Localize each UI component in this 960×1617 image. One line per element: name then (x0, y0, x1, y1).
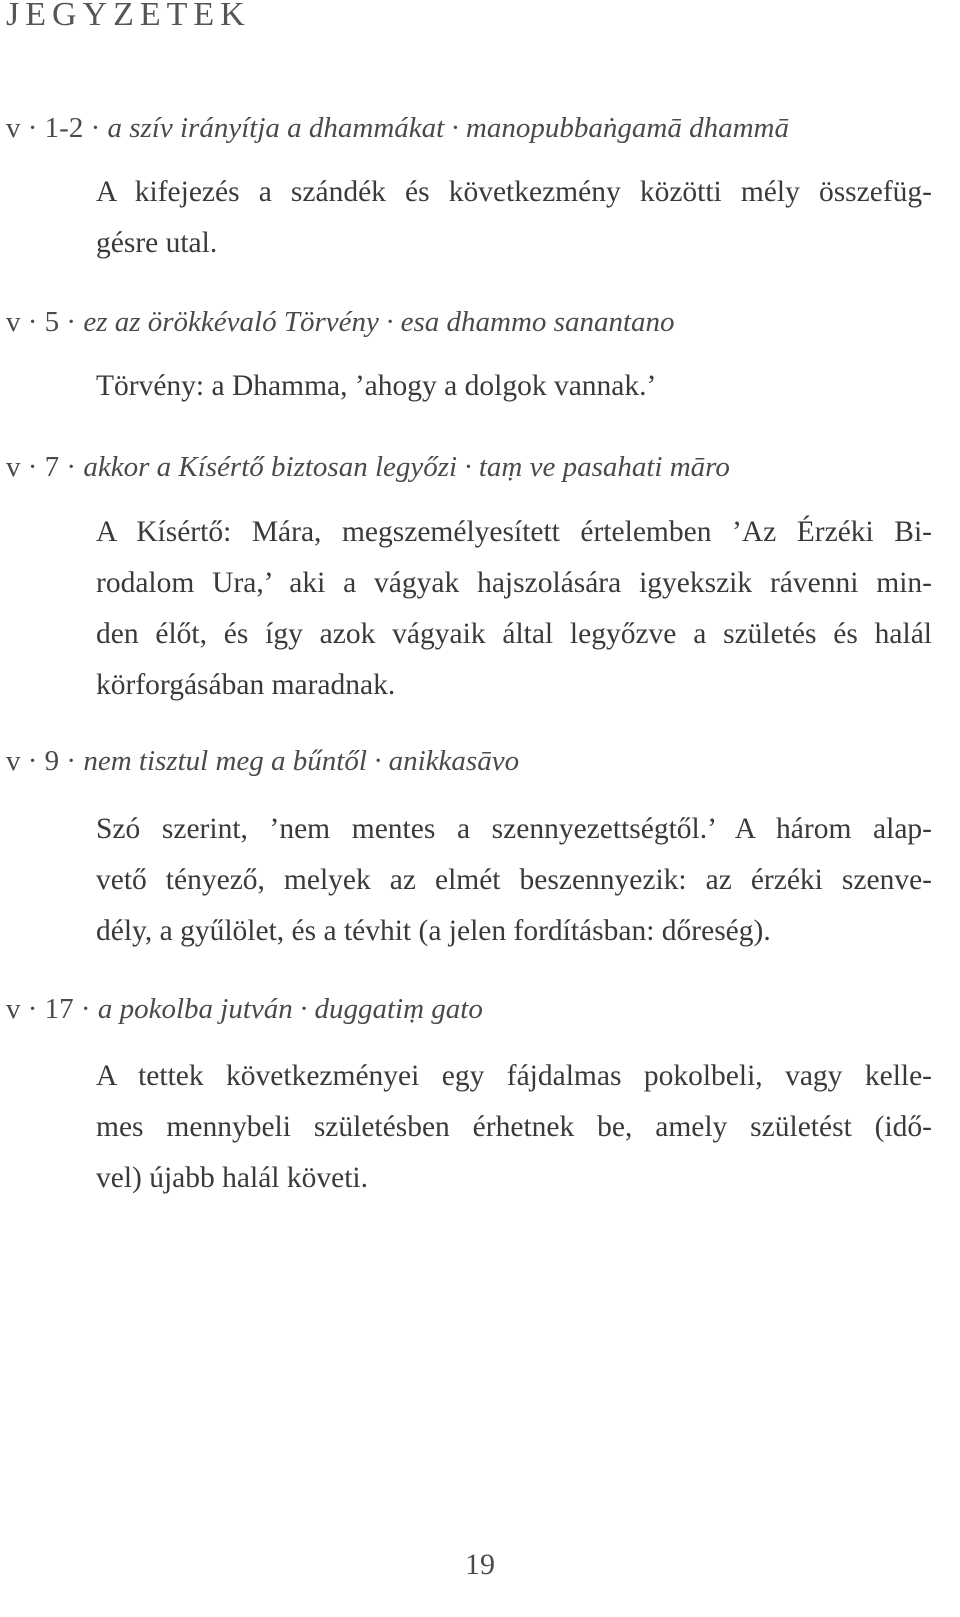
note-phrase: a pokolba jutván · duggatiṃ gato (97, 993, 483, 1025)
note-line: A Kísértő: Mára, megszemélyesített értelemben ’Az Érzéki Bi- (96, 516, 932, 548)
note-line: den élőt, és így azok vágyaik által legyőzve a születés és halál (96, 618, 932, 650)
note-line: gésre utal. (96, 227, 218, 259)
verse-number: v · 5 · (6, 306, 84, 338)
note-line: A kifejezés a szándék és következmény közötti mély összefüg- (96, 176, 932, 208)
verse-number: v · 7 · (6, 451, 84, 483)
note-reference (6, 745, 519, 778)
section-heading: JEGYZETEK (6, 0, 251, 33)
note-line: körforgásában maradnak. (96, 669, 396, 701)
note-line: rodalom Ura,’ aki a vágyak hajszolására igyekszik rávenni min- (96, 567, 932, 599)
note-line: A tettek következményei egy fájdalmas pokolbeli, vagy kelle- (96, 1060, 932, 1092)
note-phrase: nem tisztul meg a bűntől · anikkasāvo (83, 745, 520, 777)
note-reference (6, 451, 730, 484)
note-line: mes mennybeli születésben érhetnek be, amely születést (idő- (96, 1111, 932, 1143)
note-line: Szó szerint, ’nem mentes a szennyezettségtől.’ A három alap- (96, 813, 932, 845)
note-reference (6, 993, 483, 1026)
verse-number: v · 1-2 · (6, 112, 108, 144)
note-phrase: ez az örökkévaló Törvény · esa dhammo sanantano (83, 306, 675, 338)
verse-number: v · 17 · (6, 993, 98, 1025)
note-text (96, 507, 932, 711)
note-line: vel) újabb halál követi. (96, 1162, 368, 1194)
note-phrase: akkor a Kísértő biztosan legyőzi · taṃ ve pasahati māro (83, 451, 730, 483)
note-phrase: a szív irányítja a dhammákat · manopubbaṅgamā dhammā (107, 112, 789, 144)
note-reference (6, 112, 789, 145)
note-reference (6, 306, 675, 339)
verse-number: v · 9 · (6, 745, 84, 777)
note-text (96, 361, 932, 412)
note-line: vető tényező, melyek az elmét beszennyezik: az érzéki szenve- (96, 864, 932, 896)
note-text (96, 1051, 932, 1204)
note-text (96, 804, 932, 957)
page-number: 19 (465, 1548, 495, 1581)
note-text (96, 167, 932, 269)
note-line: dély, a gyűlölet, és a tévhit (a jelen fordításban: dőreség). (96, 915, 771, 947)
note-line: Törvény: a Dhamma, ’ahogy a dolgok vannak.’ (96, 370, 657, 402)
